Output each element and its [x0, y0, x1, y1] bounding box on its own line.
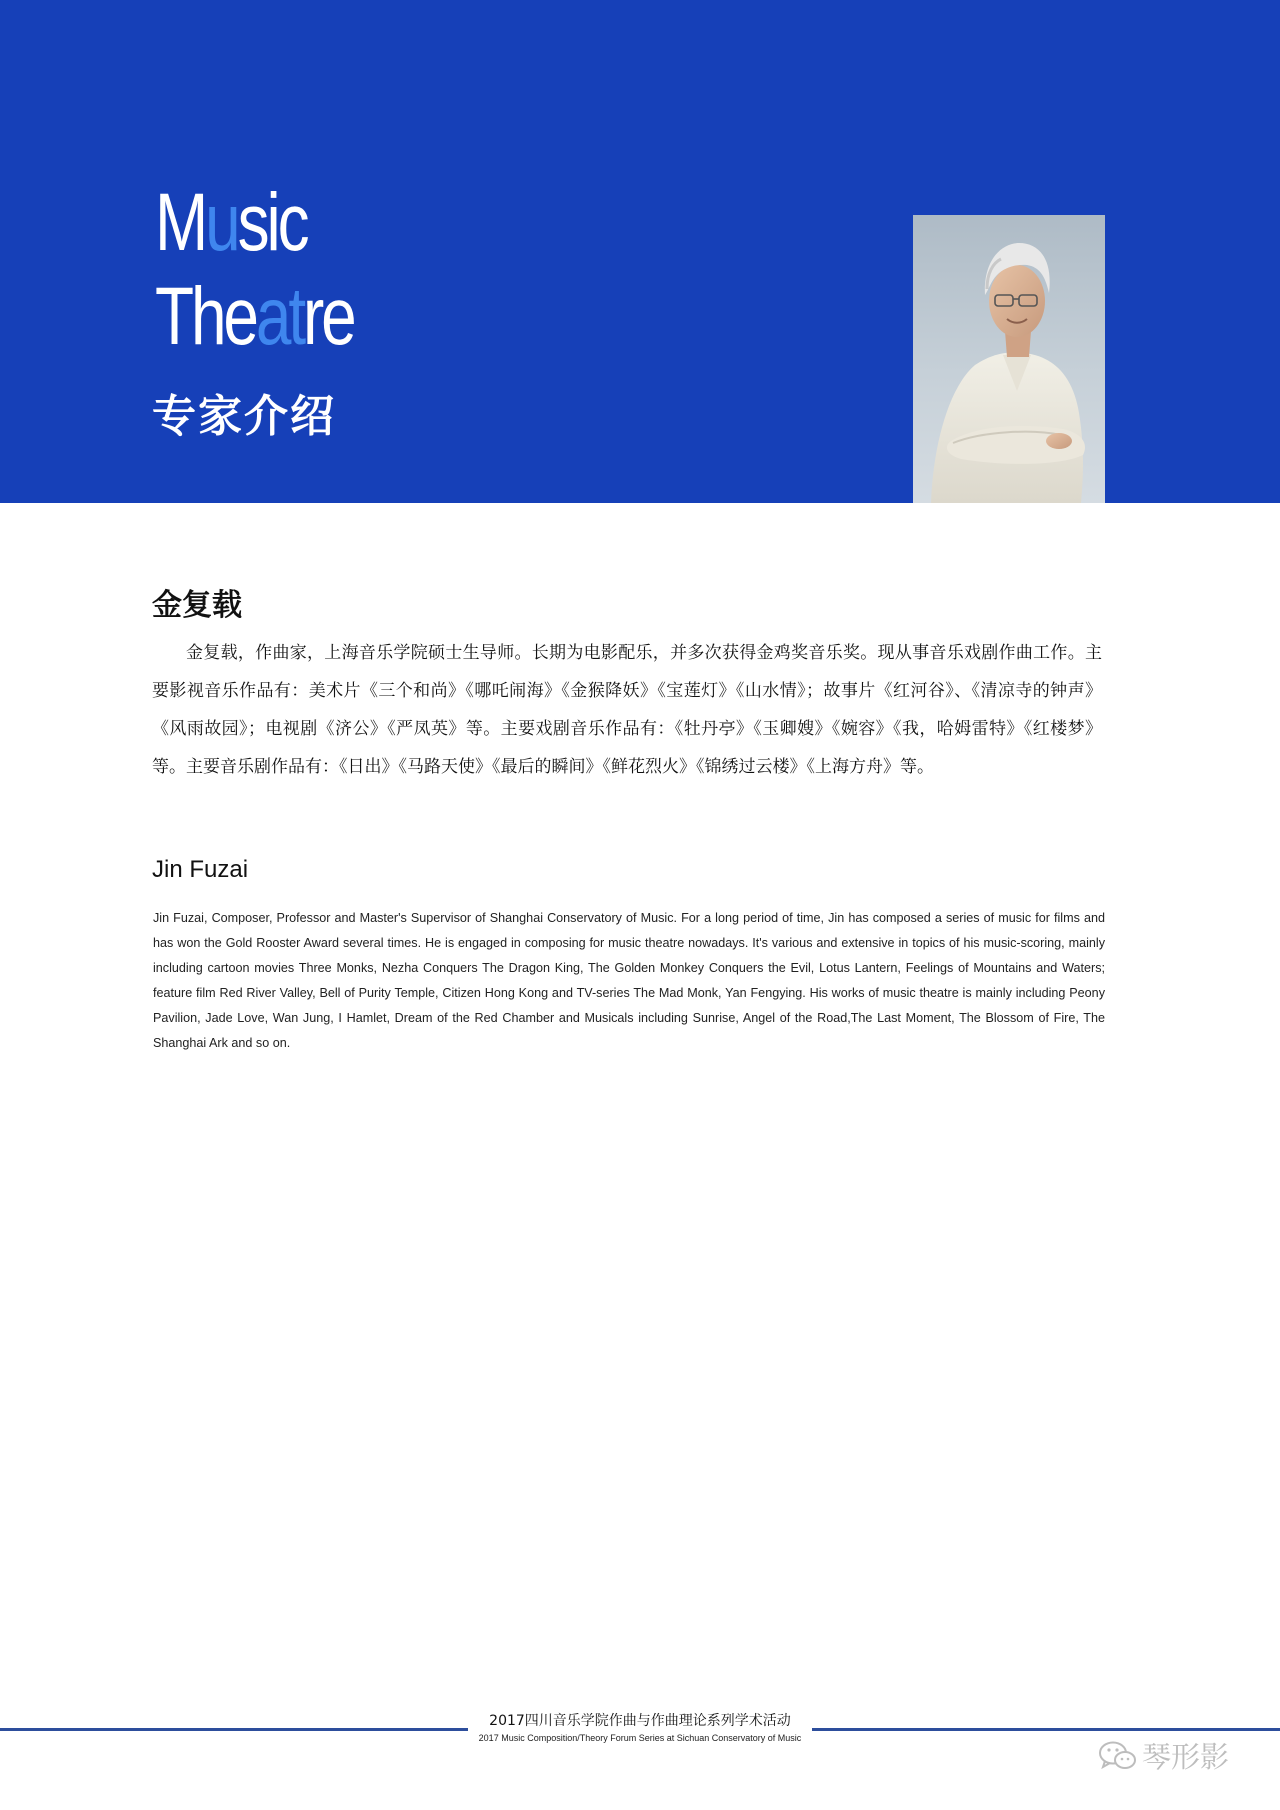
chinese-name-heading: 金复载 — [152, 588, 242, 623]
english-name-heading: Jin Fuzai — [152, 856, 249, 883]
logo-theatre-word — [155, 271, 354, 362]
wechat-icon — [1098, 1739, 1138, 1773]
watermark-text: 琴形影 — [1142, 1740, 1230, 1774]
footer-title-english: 2017 Music Composition/Theory Forum Series at Sichuan Conservatory of Music — [478, 1733, 802, 1743]
section-title: 专家介绍 — [152, 391, 336, 442]
footer-title-chinese: 2017四川音乐学院作曲与作曲理论系列学术活动 — [489, 1713, 791, 1729]
logo-music-post: sic — [237, 177, 307, 268]
header-banner — [0, 0, 1280, 503]
english-biography: Jin Fuzai, Composer, Professor and Master's Supervisor of Shanghai Conservatory of Music. For a long period of time, Jin has composed a series of music for films and has won the Gold Rooster Award several times. He is engaged in composing for music theatre nowadays. It's various and extensive in topics of his music-scoring, mainly including cartoon movies Three Monks, Nezha Conquers The Dragon King, The Golden Monkey Conquers the Evil, Lotus Lantern, Feelings of Mountains and Waters; feature film Red River Valley, Bell of Purity Temple, Citizen Hong Kong and TV-series The Mad Monk, Yan Fengying. His works of music theatre is mainly including Peony Pavilion, Jade Love, Wan Jung, I Hamlet, Dream of the Red Chamber and Musicals including Sunrise, Angel of the Road,The Last Moment, The Blossom of Fire, The Shanghai Ark and so on. — [153, 911, 1105, 1050]
logo-theatre-pre: The — [155, 271, 256, 362]
footer-rule-right — [812, 1728, 1280, 1731]
logo-music-pre: M — [155, 177, 206, 268]
chinese-biography: 金复载，作曲家，上海音乐学院硕士生导师。长期为电影配乐，并多次获得金鸡奖音乐奖。现从事音乐戏剧作曲工作。主要影视音乐作品有：美术片《三个和尚》《哪吒闹海》《金猴降妖》《宝莲灯》《山水情》；故事片《红河谷》、《清凉寺的钟声》《风雨故园》；电视剧《济公》《严凤英》等。主要戏剧音乐作品有：《牡丹亭》《玉卿嫂》《婉容》《我，哈姆雷特》《红楼梦》等。主要音乐剧作品有：《日出》《马路天使》《最后的瞬间》《鲜花烈火》《锦绣过云楼》《上海方舟》等。 — [152, 643, 1102, 777]
logo-theatre-post: re — [302, 271, 354, 362]
logo-music-highlight: u — [205, 177, 238, 268]
portrait-illustration — [913, 215, 1105, 503]
logo-music-word — [155, 177, 307, 268]
logo-theatre-highlight: at — [255, 271, 303, 362]
portrait-photo — [913, 215, 1105, 503]
watermark — [1098, 1733, 1258, 1773]
footer-rule-left — [0, 1728, 468, 1731]
